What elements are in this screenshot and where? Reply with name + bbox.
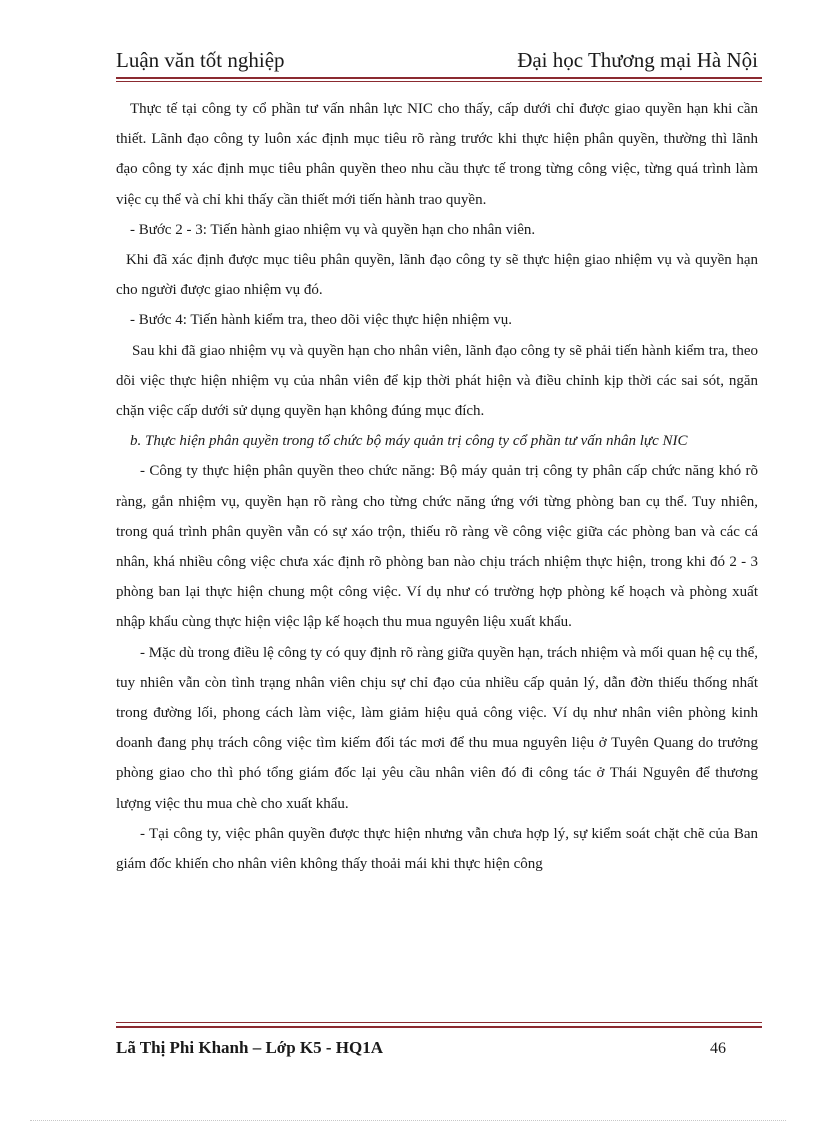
- paragraph: - Bước 2 - 3: Tiến hành giao nhiệm vụ và quyền hạn cho nhân viên.: [130, 221, 536, 238]
- footer-author: Lã Thị Phi Khanh – Lớp K5 - HQ1A: [116, 1038, 384, 1057]
- footer-rule-thick: [116, 1026, 762, 1028]
- body-text: [116, 94, 758, 879]
- header-rule-thick: [116, 77, 762, 79]
- section-heading: b. Thực hiện phân quyền trong tổ chức bộ máy quản trị công ty cổ phần tư vấn nhân lực NIC: [130, 433, 688, 450]
- page-header: [116, 48, 758, 76]
- page-bottom-dotted-line: [30, 1120, 786, 1121]
- paragraph: Khi đã xác định được mục tiêu phân quyền, lãnh đạo công ty sẽ thực hiện giao nhiệm vụ và quyền hạn cho người được giao nhiệm vụ đó.: [116, 252, 758, 299]
- paragraph: Thực tế tại công ty cổ phần tư vấn nhân lực NIC cho thấy, cấp dưới chỉ được giao quyền hạn khi cần thiết. Lãnh đạo công ty luôn xác định mục tiêu rõ ràng trước khi thực hiện phân quyền, thường thì lãnh đạo công ty xác định mục tiêu phân quyền theo nhu cầu thực tế trong từng công việc, từng quá trình làm việc cụ thể và chỉ khi thấy cần thiết mới tiến hành trao quyền.: [116, 101, 758, 208]
- page-number: 46: [710, 1040, 726, 1057]
- header-right-title: Đại học Thương mại Hà Nội: [517, 48, 758, 72]
- paragraph: - Tại công ty, việc phân quyền được thực hiện nhưng vẫn chưa hợp lý, sự kiểm soát chặt chẽ của Ban giám đốc khiến cho nhân viên không thấy thoải mái khi thực hiện công: [116, 825, 758, 873]
- header-rule-thin: [116, 81, 762, 82]
- paragraph: - Công ty thực hiện phân quyền theo chức năng: Bộ máy quản trị công ty phân cấp chức năng khó rõ ràng, gắn nhiệm vụ, quyền hạn rõ ràng cho từng chức năng ứng với từng phòng ban cụ thể. Tuy nhiên, trong quá trình phân quyền vẫn có sự xáo trộn, thiếu rõ ràng về công việc giữa các phòng ban và các cá nhân, khá nhiều công việc chưa xác định rõ phòng ban nào chịu trách nhiệm thực hiện, trong khi đó 2 - 3 phòng ban lại thực hiện chung một công việc. Ví dụ như có trường hợp phòng kế hoạch và phòng xuất nhập khẩu cùng thực hiện việc lập kế hoạch thu mua nguyên liệu xuất khẩu.: [116, 463, 758, 631]
- page-footer: [116, 1038, 726, 1062]
- paragraph: - Mặc dù trong điều lệ công ty có quy định rõ ràng giữa quyền hạn, trách nhiệm và mối quan hệ cụ thể, tuy nhiên vẫn còn tình trạng nhân viên chịu sự chỉ đạo của nhiều cấp quản lý, dẫn đờn thiếu thống nhất trong đường lối, phong cách làm việc, làm giảm hiệu quả công việc. Ví dụ như nhân viên phòng kinh doanh đang phụ trách công việc tìm kiếm đối tác mơi để thu mua nguyên liệu ở Tuyên Quang do trưởng phòng giao cho thì phó tổng giám đốc lại yêu cầu nhân viên đó đi công tác ở Thái Nguyên để thương lượng việc thu mua chè cho xuất khẩu.: [116, 644, 758, 812]
- header-left-title: Luận văn tốt nghiệp: [116, 48, 285, 72]
- paragraph: Sau khi đã giao nhiệm vụ và quyền hạn cho nhân viên, lãnh đạo công ty sẽ phải tiến hành kiểm tra, theo dõi việc thực hiện nhiệm vụ của nhân viên để kịp thời phát hiện và điều chỉnh kịp thời các sai sót, ngăn chặn việc cấp dưới sử dụng quyền hạn không đúng mục đích.: [116, 342, 758, 420]
- footer-rule-thin: [116, 1022, 762, 1023]
- paragraph: - Bước 4: Tiến hành kiểm tra, theo dõi việc thực hiện nhiệm vụ.: [130, 312, 513, 329]
